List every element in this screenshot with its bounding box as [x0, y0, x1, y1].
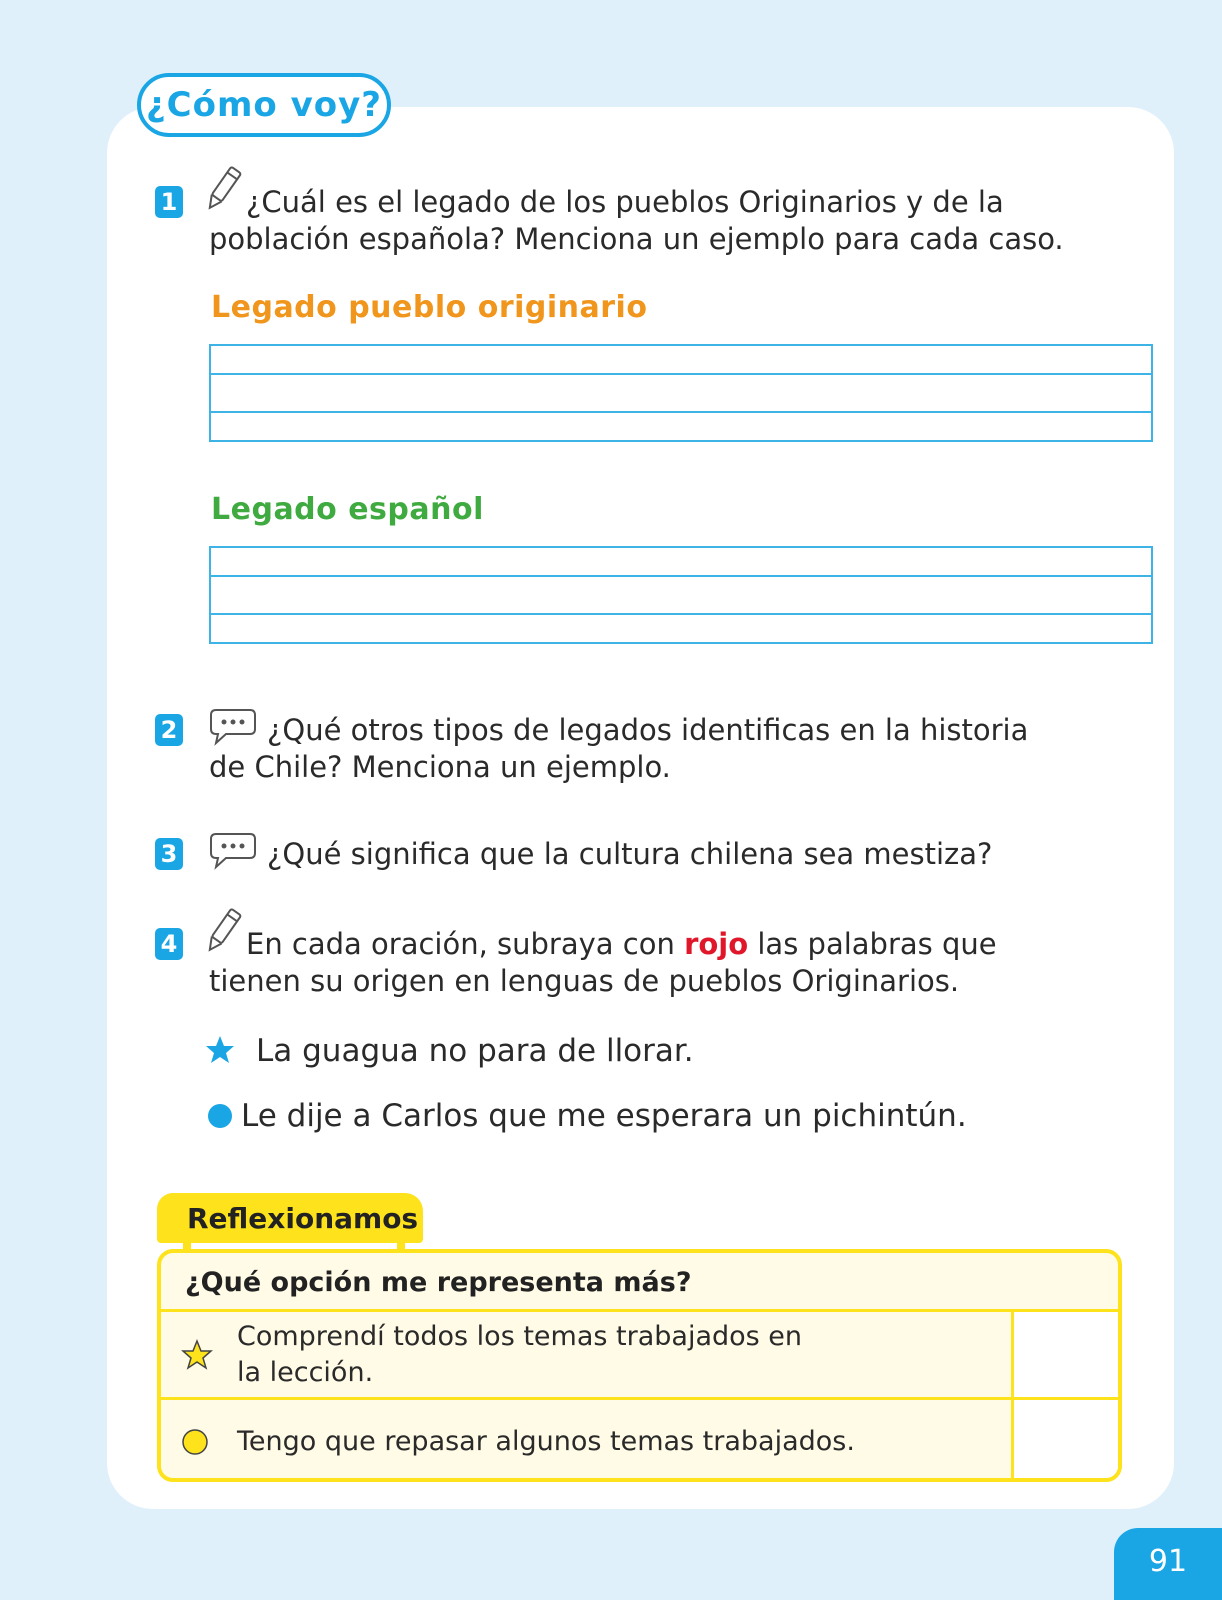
star-option-icon [181, 1339, 213, 1371]
legado-originario-label: Legado pueblo originario [211, 290, 648, 325]
question-number-2: 2 [155, 714, 183, 746]
reflection-question: ¿Qué opción me representa más? [161, 1253, 1118, 1312]
reflection-table [157, 1249, 1122, 1482]
checkbox-cell-2[interactable] [1014, 1400, 1118, 1482]
question-number-3: 3 [155, 838, 183, 870]
answer-box-espanol[interactable] [209, 546, 1153, 644]
answer-box-originario[interactable] [209, 344, 1153, 442]
writing-line [211, 373, 1151, 375]
page-number: 91 [1114, 1528, 1222, 1600]
reflection-tab: Reflexionamos [157, 1193, 423, 1243]
writing-line [211, 613, 1151, 615]
question-number-4: 4 [155, 928, 183, 960]
checkbox-cell-1[interactable] [1014, 1312, 1118, 1397]
question-2-text: ¿Qué otros tipos de legados identificas en la historia de Chile? Menciona un ejemplo. [209, 713, 1029, 784]
circle-option-icon [181, 1428, 209, 1456]
legado-espanol-label: Legado español [211, 492, 484, 527]
option-2-text: Tengo que repasar algunos temas trabajados. [237, 1426, 855, 1457]
circle-bullet-icon [207, 1103, 233, 1129]
star-bullet-icon [205, 1035, 235, 1065]
question-number-1: 1 [155, 186, 183, 218]
option-1-text: Comprendí todos los temas trabajados en la lección. [237, 1321, 803, 1388]
option-row-1 [161, 1312, 1118, 1397]
page-title: ¿Cómo voy? [137, 73, 391, 137]
highlight-rojo: rojo [684, 927, 749, 961]
question-3-text: ¿Qué significa que la cultura chilena sea mestiza? [267, 837, 993, 871]
writing-line [211, 575, 1151, 577]
sentence-1: La guagua no para de llorar. [256, 1033, 694, 1069]
question-1-text: ¿Cuál es el legado de los pueblos Originarios y de la población española? Menciona un ejemplo para cada caso. [209, 185, 1064, 256]
option-row-2 [161, 1400, 1118, 1482]
writing-line [211, 411, 1151, 413]
question-4-text: En cada oración, subraya con rojo las palabras que tienen su origen en lenguas de pueblos Originarios. [209, 927, 997, 998]
sentence-2: Le dije a Carlos que me esperara un pichintún. [241, 1098, 967, 1134]
